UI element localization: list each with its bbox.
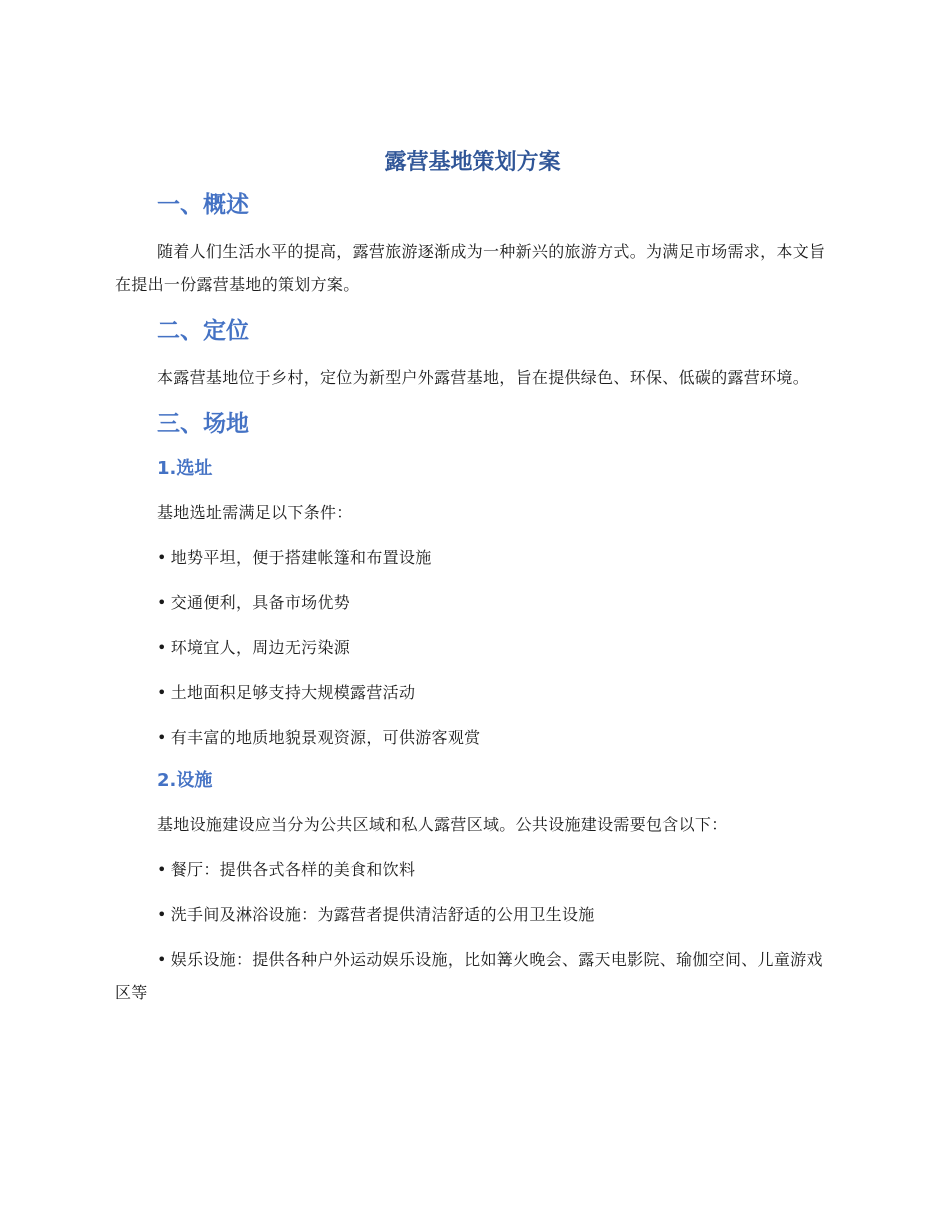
list-item (115, 943, 830, 1009)
list-item-text: 洗手间及淋浴设施：为露营者提供清洁舒适的公用卫生设施 (170, 905, 595, 924)
bullet-icon: • (157, 548, 167, 567)
list-item-text: 环境宜人，周边无污染源 (170, 638, 351, 657)
list-item-text: 娱乐设施：提供各种户外运动娱乐设施，比如篝火晚会、露天电影院、瑜伽空间、儿童游戏区等 (115, 950, 823, 1002)
list-item (115, 676, 830, 709)
list-item-text: 交通便利，具备市场优势 (170, 593, 351, 612)
list-item-text: 有丰富的地质地貌景观资源，可供游客观赏 (170, 728, 481, 747)
bullet-icon: • (157, 728, 167, 747)
heading-site: 三、场地 (157, 411, 249, 437)
paragraph-location-intro: 基地选址需满足以下条件： (157, 503, 353, 522)
list-item (115, 631, 830, 664)
list-item (115, 586, 830, 619)
list-item-text: 餐厅：提供各式各样的美食和饮料 (170, 860, 416, 879)
bullet-icon: • (157, 593, 167, 612)
heading-overview: 一、概述 (157, 192, 249, 218)
paragraph-positioning: 本露营基地位于乡村，定位为新型户外露营基地，旨在提供绿色、环保、低碳的露营环境。 (157, 368, 810, 387)
document-body (115, 145, 830, 1021)
bullet-icon: • (157, 905, 167, 924)
subheading-location: 1.选址 (157, 458, 213, 479)
list-item (115, 853, 830, 886)
bullet-icon: • (157, 950, 167, 969)
bullet-icon: • (157, 860, 167, 879)
bullet-icon: • (157, 638, 167, 657)
paragraph-overview: 随着人们生活水平的提高，露营旅游逐渐成为一种新兴的旅游方式。为满足市场需求，本文旨在提出一份露营基地的策划方案。 (115, 242, 826, 294)
list-item (115, 541, 830, 574)
paragraph-facilities-intro: 基地设施建设应当分为公共区域和私人露营区域。公共设施建设需要包含以下： (157, 815, 728, 834)
list-item (115, 721, 830, 754)
document-title: 露营基地策划方案 (384, 150, 561, 175)
subheading-facilities: 2.设施 (157, 770, 213, 791)
list-item (115, 898, 830, 931)
bullet-icon: • (157, 683, 167, 702)
list-item-text: 地势平坦，便于搭建帐篷和布置设施 (170, 548, 432, 567)
list-item-text: 土地面积足够支持大规模露营活动 (170, 683, 416, 702)
heading-positioning: 二、定位 (157, 318, 249, 344)
